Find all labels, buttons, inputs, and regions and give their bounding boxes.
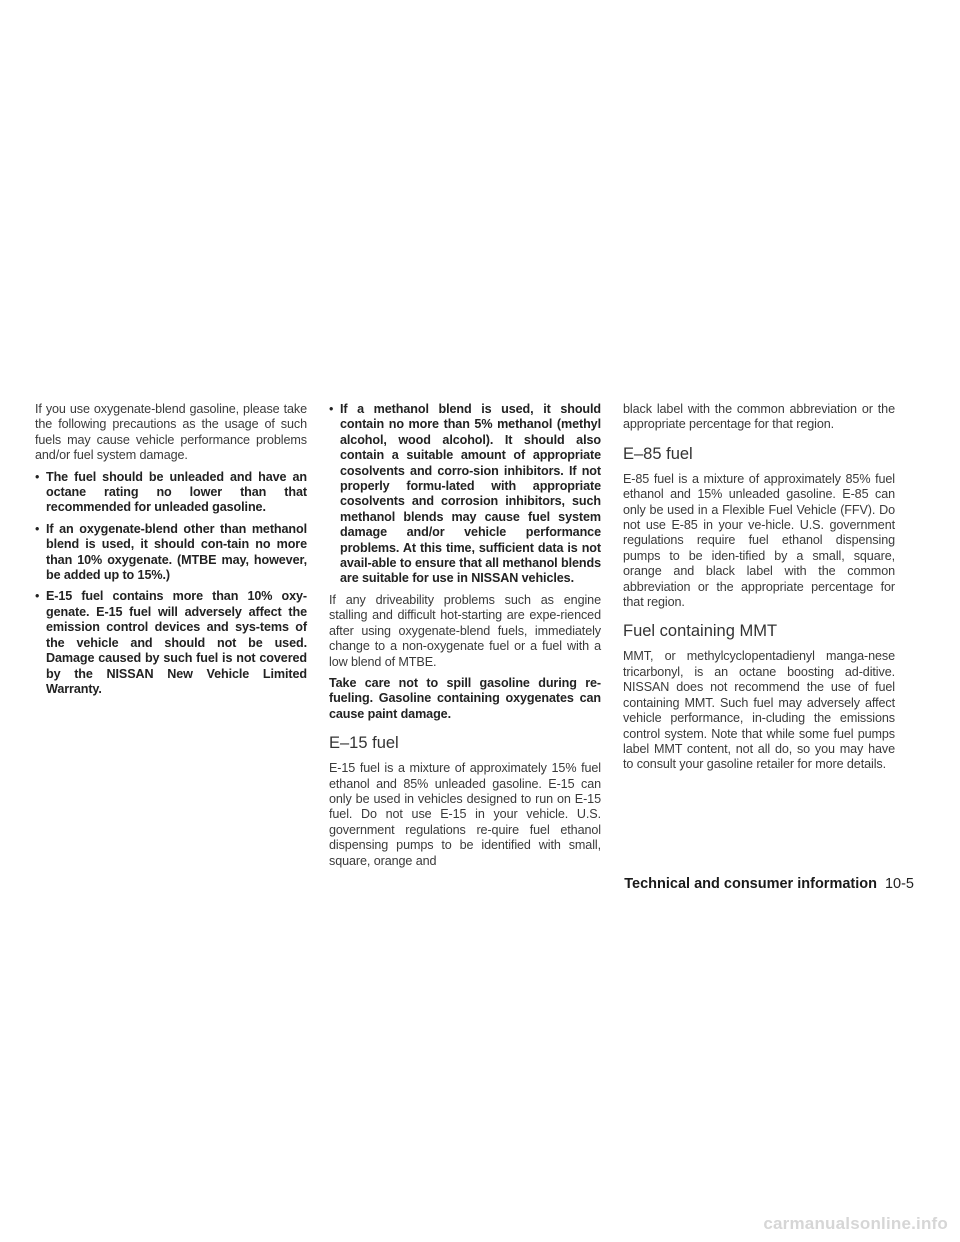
bullet-text: E-15 fuel contains more than 10% oxy-genate. E-15 fuel will adversely affect the emission control devices and sys-tems of the vehicle and should not be used. Damage caused by such fuel is not covered by the NISSAN New Vehicle Limited Warranty. — [46, 589, 307, 696]
label-continuation-paragraph: black label with the common abbreviation or the appropriate percentage for that region. — [623, 402, 895, 432]
section-heading-e85: E–85 fuel — [623, 444, 693, 463]
section-heading-mmt: Fuel containing MMT — [623, 622, 778, 641]
bullet-item — [329, 402, 601, 587]
bullet-dot-icon: • — [329, 402, 334, 416]
bullet-text: If an oxygenate-blend other than methanol blend is used, it should con-tain no more than 10% oxygenate. (MTBE may, however, be added up to 15%.) — [46, 521, 307, 583]
footer-section-title: Technical and consumer information — [624, 876, 877, 892]
bullet-dot-icon: • — [35, 521, 40, 536]
e15-paragraph: E-15 fuel is a mixture of approximately 15% fuel ethanol and 85% unleaded gasoline. E-15 can only be used in vehicles designed to run on E-15 fuel. Do not use E-15 in your vehicle. U.S. government regulations re-quire fuel ethanol dispensing pumps to be identified with small, square, orange and — [329, 761, 601, 868]
bullet-dot-icon: • — [35, 469, 40, 484]
column-right — [623, 402, 895, 779]
intro-paragraph: If you use oxygenate-blend gasoline, please take the following precautions as the usage of such fuels may cause vehicle performance problems and/or fuel system damage. — [35, 402, 307, 463]
driveability-paragraph: If any driveability problems such as engine stalling and difficult hot-starting are expe-rienced after using oxygenate-blend fuels, immediately change to a non-oxygenate fuel or a fuel with a low blend of MTBE. — [329, 592, 601, 669]
column-middle — [329, 402, 601, 875]
bullet-item — [35, 470, 307, 516]
watermark: carmanualsonline.info — [763, 1214, 948, 1233]
mmt-paragraph: MMT, or methylcyclopentadienyl manga-nese tricarbonyl, is an octane boosting ad-ditive. NISSAN does not recommend the use of fuel containing MMT. Such fuel may adversely affect vehicle performance, in-cluding the emissions control system. Note that while some fuel pumps label MMT content, not all do, so you may have to consult your gasoline retailer for more details. — [623, 649, 895, 772]
bullet-text: If a methanol blend is used, it should contain no more than 5% methanol (methyl alcohol, wood alcohol). It should also contain a suitable amount of appropriate cosolvents and corro-sion inhibitors. If not properly formu-lated with appropriate cosolvents and corrosion inhibitors, such methanol blends may cause fuel system damage and/or vehicle performance problems. At this time, sufficient data is not avail-able to ensure that all methanol blends are suitable for use in NISSAN vehicles. — [340, 402, 601, 586]
bullet-item — [35, 589, 307, 697]
bullet-item — [35, 522, 307, 584]
bullet-text: The fuel should be unleaded and have an octane rating no lower than that recommended for unleaded gasoline. — [46, 469, 307, 515]
e85-paragraph: E-85 fuel is a mixture of approximately 85% fuel ethanol and 15% unleaded gasoline. E-85 can only be used in a Flexible Fuel Vehicle (FFV). Do not use E-85 in your ve-hicle. U.S. government regulations require fuel ethanol dispensing pumps to be iden-tified by a small, square, orange and black label with the common abbreviation or the appropriate percentage for that region. — [623, 471, 895, 610]
spill-warning-paragraph: Take care not to spill gasoline during re-fueling. Gasoline containing oxygenates can cause paint damage. — [329, 675, 601, 721]
page-number: 10-5 — [884, 876, 914, 892]
page-footer — [624, 876, 914, 892]
bullet-dot-icon: • — [35, 589, 40, 604]
column-left — [35, 402, 307, 703]
section-heading-e15: E–15 fuel — [329, 734, 399, 753]
